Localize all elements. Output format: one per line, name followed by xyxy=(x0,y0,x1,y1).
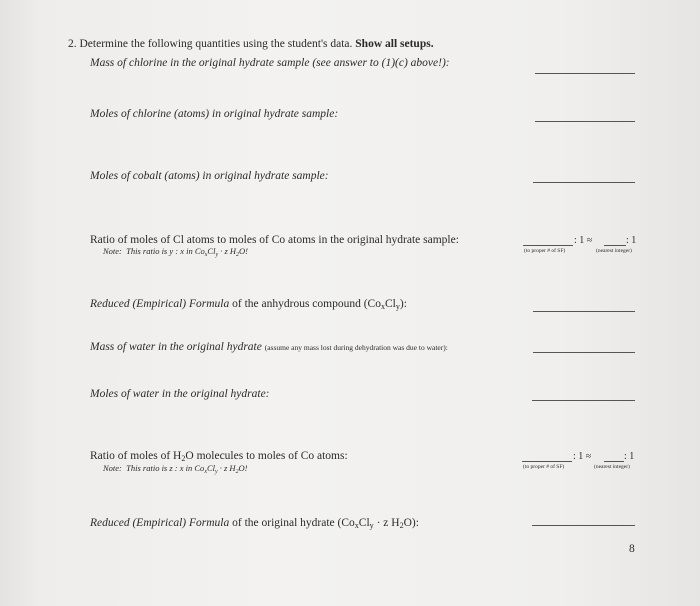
moles-chlorine-answer-line[interactable] xyxy=(535,121,635,122)
moles-cobalt-label: Moles of cobalt (atoms) in original hydrate sample: xyxy=(90,170,329,182)
moles-water-answer-line[interactable] xyxy=(532,400,635,401)
ratio-cl-co-label: Ratio of moles of Cl atoms to moles of Co atoms in the original hydrate sample: xyxy=(90,234,459,246)
ratio-h2o-co-label: Ratio of moles of $H_2O$ molecules to moles of Co atoms: xyxy=(90,450,348,463)
moles-cobalt-answer-line[interactable] xyxy=(533,182,635,183)
question-text: Determine the following quantities using the student's data. xyxy=(79,38,353,50)
ratio-cl-co-colon-one-right: : 1 xyxy=(626,235,637,246)
ratio-h2o-co-sf-caption: (to proper # of SF) xyxy=(523,464,565,470)
ratio-h2o-co-integer-caption: (nearest integer) xyxy=(594,464,630,470)
question-bold-instruction: Show all setups. xyxy=(355,38,434,50)
ratio-h2o-co-colon-one-right: : 1 xyxy=(624,451,635,462)
ratio-cl-co-integer-caption: (nearest integer) xyxy=(596,248,632,254)
question-header xyxy=(68,38,434,50)
mass-chlorine-label: Mass of chlorine in the original hydrate sample (see answer to (1)(c) above!): xyxy=(90,57,450,69)
moles-water-label: Moles of water in the original hydrate: xyxy=(90,388,270,400)
page-number: 8 xyxy=(629,543,635,555)
ratio-cl-co-note: Note: This ratio is y : x in $Co_xCl_y \cdot z$ $H_2O$! xyxy=(103,246,248,258)
empirical-anhydrous-label: Reduced (Empirical) Formula of the anhydrous compound $(Co_xCl_y)$: xyxy=(90,298,407,311)
ratio-h2o-co-colon-one: : 1 ≈ xyxy=(573,451,592,462)
empirical-anhydrous-answer-line[interactable] xyxy=(533,311,635,312)
mass-water-label: Mass of water in the original hydrate (assume any mass lost during dehydration was due to water): xyxy=(90,341,448,353)
mass-water-answer-line[interactable] xyxy=(533,352,635,353)
ratio-h2o-co-note: Note: This ratio is z : x in $Co_xCl_y \cdot z$ $H_2O$! xyxy=(103,463,248,475)
empirical-hydrate-label: Reduced (Empirical) Formula of the original hydrate ($Co_xCl_y \cdot z$ $H_2O$): xyxy=(90,517,419,530)
moles-chlorine-label: Moles of chlorine (atoms) in original hydrate sample: xyxy=(90,108,339,120)
empirical-hydrate-answer-line[interactable] xyxy=(532,525,635,526)
ratio-cl-co-colon-one: : 1 ≈ xyxy=(574,235,593,246)
mass-chlorine-answer-line[interactable] xyxy=(535,73,635,74)
question-number: 2. xyxy=(68,38,77,50)
ratio-cl-co-sf-caption: (to proper # of SF) xyxy=(524,248,566,254)
ratio-cl-co-sf-line[interactable] xyxy=(523,245,573,246)
ratio-cl-co-integer-line[interactable] xyxy=(604,245,626,246)
ratio-h2o-co-sf-line[interactable] xyxy=(522,461,572,462)
ratio-h2o-co-integer-line[interactable] xyxy=(604,461,624,462)
